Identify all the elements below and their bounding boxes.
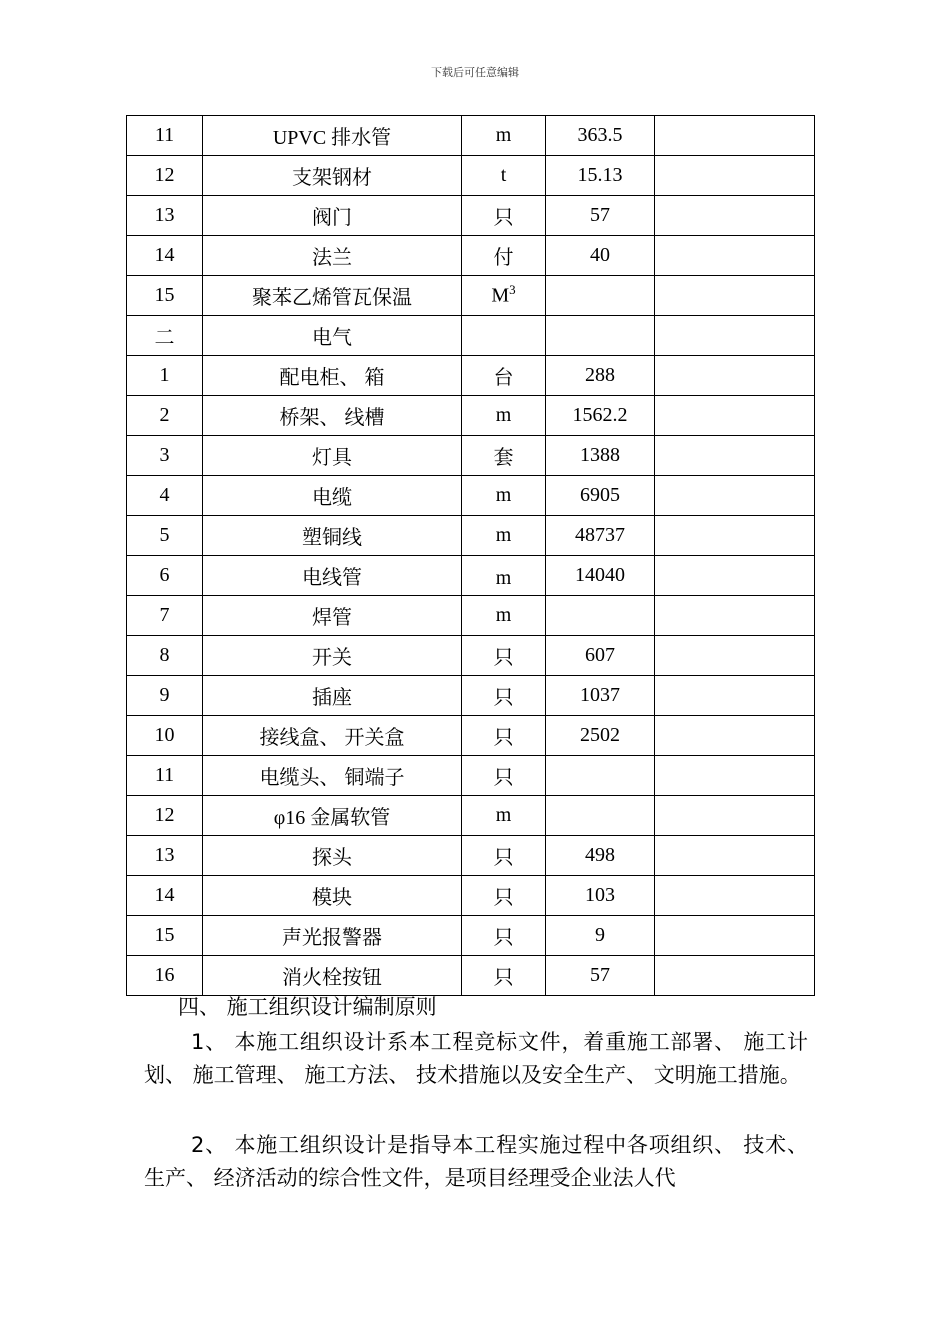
cell-qty: 40 xyxy=(546,236,655,276)
cell-qty: 363.5 xyxy=(546,116,655,156)
cell-no: 11 xyxy=(127,116,203,156)
table-row xyxy=(127,196,815,236)
cell-qty xyxy=(546,276,655,316)
table-row xyxy=(127,636,815,676)
cell-remark xyxy=(655,116,815,156)
table-row xyxy=(127,436,815,476)
cell-name: 接线盒、 开关盒 xyxy=(203,716,462,756)
cell-qty: 2502 xyxy=(546,716,655,756)
table-row xyxy=(127,116,815,156)
table-row xyxy=(127,396,815,436)
cell-unit: m xyxy=(462,516,546,556)
cell-unit xyxy=(462,276,546,316)
cell-unit: 只 xyxy=(462,196,546,236)
cell-no: 8 xyxy=(127,636,203,676)
cell-name: 焊管 xyxy=(203,596,462,636)
cell-remark xyxy=(655,516,815,556)
cell-no: 9 xyxy=(127,676,203,716)
cell-no: 6 xyxy=(127,556,203,596)
table-row xyxy=(127,596,815,636)
cell-remark xyxy=(655,316,815,356)
cell-unit: m xyxy=(462,596,546,636)
cell-name: 消火栓按钮 xyxy=(203,956,462,996)
cell-name: 塑铜线 xyxy=(203,516,462,556)
table-row xyxy=(127,676,815,716)
cell-no: 5 xyxy=(127,516,203,556)
cell-no: 12 xyxy=(127,156,203,196)
cell-name: 配电柜、 箱 xyxy=(203,356,462,396)
cell-remark xyxy=(655,236,815,276)
cell-no: 2 xyxy=(127,396,203,436)
cell-name: 声光报警器 xyxy=(203,916,462,956)
cell-no: 10 xyxy=(127,716,203,756)
cell-name: 灯具 xyxy=(203,436,462,476)
cell-name: 探头 xyxy=(203,836,462,876)
cell-no: 1 xyxy=(127,356,203,396)
table-row xyxy=(127,716,815,756)
cell-qty: 15.13 xyxy=(546,156,655,196)
cell-unit: m xyxy=(462,796,546,836)
cell-no: 15 xyxy=(127,276,203,316)
cell-unit: 付 xyxy=(462,236,546,276)
table-row xyxy=(127,276,815,316)
cell-unit: 只 xyxy=(462,916,546,956)
materials-table xyxy=(126,115,815,996)
cell-remark xyxy=(655,836,815,876)
cell-qty: 57 xyxy=(546,956,655,996)
cell-unit: m xyxy=(462,396,546,436)
cell-name: φ16 金属软管 xyxy=(203,796,462,836)
cell-remark xyxy=(655,156,815,196)
cell-qty: 57 xyxy=(546,196,655,236)
page-header: 下载后可任意编辑 xyxy=(431,66,519,79)
cell-unit: 只 xyxy=(462,876,546,916)
cell-qty: 14040 xyxy=(546,556,655,596)
paragraph-2: 2、 本施工组织设计是指导本工程实施过程中各项组织、 技术、 生产、 经济活动的综合性文件，是项目经理受企业法人代 xyxy=(144,1133,808,1190)
cell-unit: 只 xyxy=(462,716,546,756)
cell-unit: m xyxy=(462,116,546,156)
cell-name: 法兰 xyxy=(203,236,462,276)
cell-qty: 498 xyxy=(546,836,655,876)
cell-name: 模块 xyxy=(203,876,462,916)
section-heading: 四、 施工组织设计编制原则 xyxy=(178,995,437,1019)
cell-remark xyxy=(655,436,815,476)
cell-qty xyxy=(546,796,655,836)
table-row xyxy=(127,236,815,276)
cell-remark xyxy=(655,476,815,516)
table-row xyxy=(127,796,815,836)
cell-no: 12 xyxy=(127,796,203,836)
cell-remark xyxy=(655,676,815,716)
cell-unit: 只 xyxy=(462,636,546,676)
cell-qty xyxy=(546,756,655,796)
cell-no: 16 xyxy=(127,956,203,996)
cell-no: 7 xyxy=(127,596,203,636)
cell-remark xyxy=(655,756,815,796)
cell-remark xyxy=(655,796,815,836)
cell-remark xyxy=(655,876,815,916)
cell-remark xyxy=(655,556,815,596)
cell-name: UPVC 排水管 xyxy=(203,116,462,156)
cell-qty: 1388 xyxy=(546,436,655,476)
cell-name: 阀门 xyxy=(203,196,462,236)
cell-no: 13 xyxy=(127,836,203,876)
table-row xyxy=(127,156,815,196)
table-row xyxy=(127,556,815,596)
cell-qty: 103 xyxy=(546,876,655,916)
cell-remark xyxy=(655,916,815,956)
cell-name: 电缆 xyxy=(203,476,462,516)
cell-unit: 只 xyxy=(462,676,546,716)
cell-unit: 只 xyxy=(462,956,546,996)
cell-remark xyxy=(655,196,815,236)
table-row xyxy=(127,516,815,556)
cell-no: 11 xyxy=(127,756,203,796)
cell-name: 电线管 xyxy=(203,556,462,596)
cell-name: 聚苯乙烯管瓦保温 xyxy=(203,276,462,316)
cell-name: 桥架、 线槽 xyxy=(203,396,462,436)
cell-unit xyxy=(462,316,546,356)
cell-no: 二 xyxy=(127,316,203,356)
table-row xyxy=(127,836,815,876)
cell-name: 插座 xyxy=(203,676,462,716)
cell-unit: 台 xyxy=(462,356,546,396)
cell-qty: 288 xyxy=(546,356,655,396)
cell-qty: 48737 xyxy=(546,516,655,556)
cell-qty: 1037 xyxy=(546,676,655,716)
cell-qty: 1562.2 xyxy=(546,396,655,436)
cell-no: 15 xyxy=(127,916,203,956)
cell-remark xyxy=(655,596,815,636)
cell-remark xyxy=(655,356,815,396)
materials-table-body xyxy=(127,116,815,996)
table-row xyxy=(127,756,815,796)
cell-qty xyxy=(546,596,655,636)
cell-remark xyxy=(655,956,815,996)
cell-no: 3 xyxy=(127,436,203,476)
cell-no: 13 xyxy=(127,196,203,236)
unit-superscript: 3 xyxy=(509,281,516,297)
unit-base: M xyxy=(491,284,510,307)
cell-qty xyxy=(546,316,655,356)
cell-no: 4 xyxy=(127,476,203,516)
cell-unit: 只 xyxy=(462,836,546,876)
paragraph-1: 1、 本施工组织设计系本工程竞标文件，着重施工部署、 施工计划、 施工管理、 施工方法、 技术措施以及安全生产、 文明施工措施。 xyxy=(144,1030,808,1087)
cell-remark xyxy=(655,636,815,676)
cell-remark xyxy=(655,396,815,436)
cell-no: 14 xyxy=(127,236,203,276)
cell-qty: 6905 xyxy=(546,476,655,516)
cell-qty: 9 xyxy=(546,916,655,956)
table-row xyxy=(127,956,815,996)
cell-name: 电气 xyxy=(203,316,462,356)
cell-unit: m xyxy=(462,556,546,596)
table-row xyxy=(127,476,815,516)
cell-unit: t xyxy=(462,156,546,196)
table-row xyxy=(127,876,815,916)
table-row xyxy=(127,316,815,356)
cell-name: 开关 xyxy=(203,636,462,676)
table-row xyxy=(127,916,815,956)
cell-qty: 607 xyxy=(546,636,655,676)
cell-name: 支架钢材 xyxy=(203,156,462,196)
cell-no: 14 xyxy=(127,876,203,916)
cell-remark xyxy=(655,716,815,756)
cell-unit: 只 xyxy=(462,756,546,796)
cell-unit: 套 xyxy=(462,436,546,476)
cell-name: 电缆头、 铜端子 xyxy=(203,756,462,796)
cell-remark xyxy=(655,276,815,316)
table-row xyxy=(127,356,815,396)
cell-unit: m xyxy=(462,476,546,516)
